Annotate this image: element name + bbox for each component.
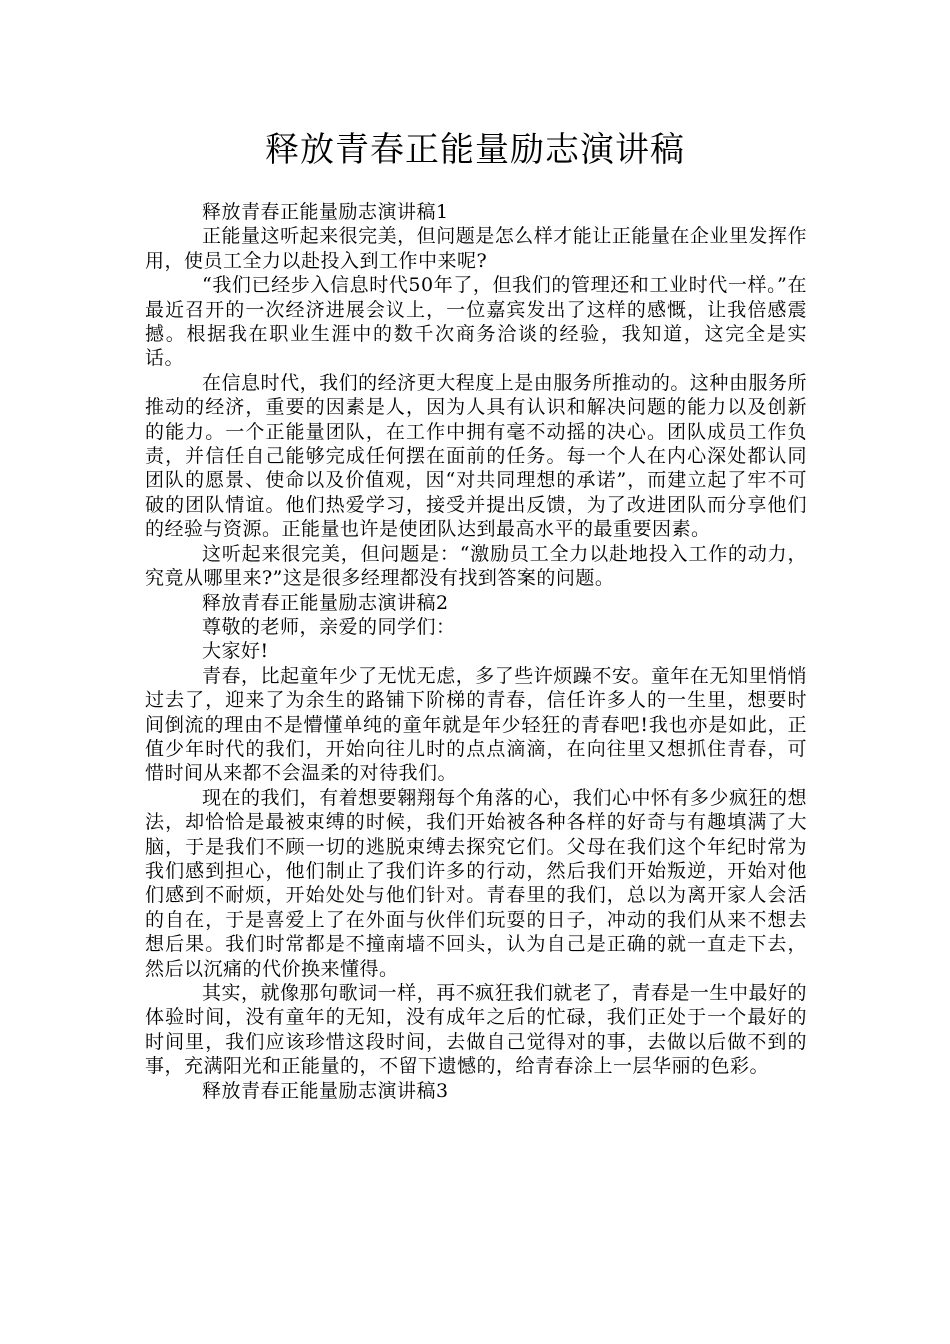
paragraph: 青春，比起童年少了无忧无虑，多了些许烦躁不安。童年在无知里悄悄过去了，迎来了为余生的路铺下阶梯的青春，信任许多人的一生里，想要时间倒流的理由不是懵懂单纯的童年就是年少轻狂的青春吧!我也亦是如此，正值少年时代的我们，开始向往儿时的点点滴滴，在向往里又想抓住青春，可惜时间从来都不会温柔的对待我们。 — [145, 664, 807, 785]
paragraph: 现在的我们，有着想要翱翔每个角落的心，我们心中怀有多少疯狂的想法，却恰恰是最被束缚的时候，我们开始被各种各样的好奇与有趣填满了大脑，于是我们不顾一切的逃脱束缚去探究它们。父母在我们这个年纪时常为我们感到担心，他们制止了我们许多的行动，然后我们开始叛逆，开始对他们感到不耐烦，开始处处与他们针对。青春里的我们，总以为离开家人会活的自在，于是喜爱上了在外面与伙伴们玩耍的日子，冲动的我们从来不想去想后果。我们时常都是不撞南墙不回头，认为自己是正确的就一直走下去，然后以沉痛的代价换来懂得。 — [145, 786, 807, 980]
paragraph: “我们已经步入信息时代50年了，但我们的管理还和工业时代一样。”在最近召开的一次经济进展会议上，一位嘉宾发出了这样的感慨，让我倍感震撼。根据我在职业生涯中的数千次商务洽谈的经验，我知道，这完全是实话。 — [145, 274, 807, 370]
salutation: 尊敬的老师，亲爱的同学们： — [202, 615, 456, 638]
document-title: 释放青春正能量励志演讲稿 — [265, 130, 685, 170]
section-heading-2: 释放青春正能量励志演讲稿2 — [202, 591, 449, 614]
paragraph: 其实，就像那句歌词一样，再不疯狂我们就老了，青春是一生中最好的体验时间，没有童年的无知，没有成年之后的忙碌，我们正处于一个最好的时间里，我们应该珍惜这段时间，去做自己觉得对的事，去做以后做不到的事，充满阳光和正能量的，不留下遗憾的，给青春涂上一层华丽的色彩。 — [145, 982, 807, 1078]
section-heading-3: 释放青春正能量励志演讲稿3 — [202, 1079, 449, 1102]
paragraph: 这听起来很完美，但问题是：“激励员工全力以赴地投入工作的动力，究竟从哪里来?”这是很多经理都没有找到答案的问题。 — [145, 542, 807, 590]
paragraph: 在信息时代，我们的经济更大程度上是由服务所推动的。这种由服务所推动的经济，重要的因素是人，因为人具有认识和解决问题的能力以及创新的能力。一个正能量团队，在工作中拥有毫不动摇的决心。团队成员工作负责，并信任自己能够完成任何摆在面前的任务。每一个人在内心深处都认同团队的愿景、使命以及价值观，因“对共同理想的承诺”，而建立起了牢不可破的团队情谊。他们热爱学习，接受并提出反馈，为了改进团队而分享他们的经验与资源。正能量也许是使团队达到最高水平的最重要因素。 — [145, 371, 807, 541]
greeting: 大家好! — [202, 640, 269, 663]
section-heading-1: 释放青春正能量励志演讲稿1 — [202, 201, 449, 223]
paragraph: 正能量这听起来很完美，但问题是怎么样才能让正能量在企业里发挥作用，使员工全力以赴投入到工作中来呢? — [145, 225, 807, 272]
document-body — [145, 200, 807, 1103]
